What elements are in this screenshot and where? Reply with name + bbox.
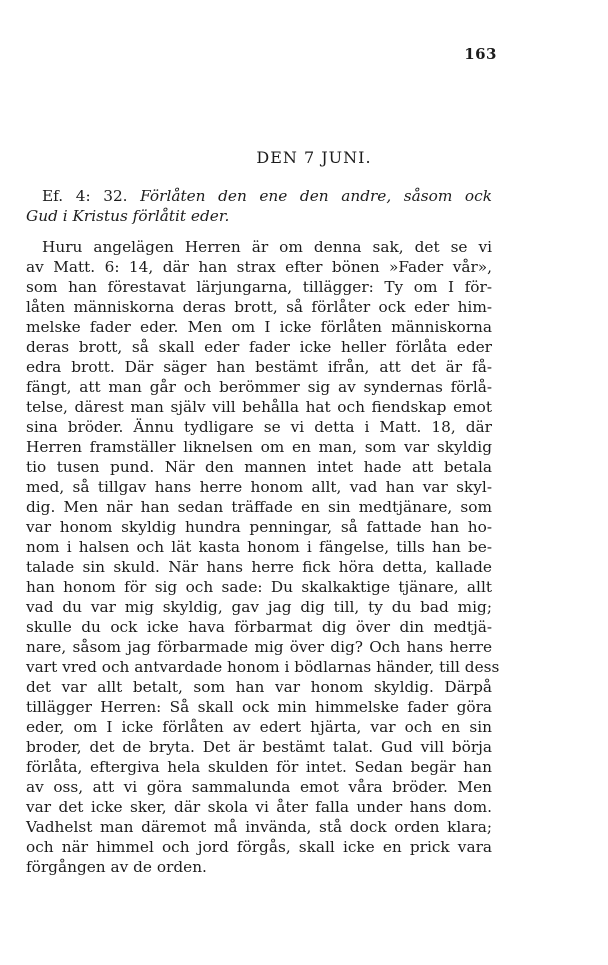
body-line: var det icke sker, där skola vi åter falla under hans dom. [26,798,492,816]
body-line: han honom för sig och sade: Du skalkaktige tjänare, allt [26,578,492,596]
body-line: som han förestavat lärjungarna, tillägger: Ty om I för- [26,278,492,296]
body-line: skulle du ock icke hava förbarmat dig över din medtjä- [26,618,492,636]
body-line: nom i halsen och lät kasta honom i fängelse, tills han be- [26,538,492,556]
body-line: tio tusen pund. När den mannen intet hade att betala [26,458,492,476]
body-line: Vadhelst man däremot må invända, stå dock orden klara; [26,818,492,836]
verse-reference: Ef. 4: 32. [42,187,128,205]
body-line: Huru angelägen Herren är om denna sak, det se vi [42,238,492,256]
body-line: låten människorna deras brott, så förlåter ock eder him- [26,298,492,316]
verse-line [42,186,492,206]
body-line: dig. Men när han sedan träffade en sin medtjänare, som [26,498,492,516]
body-line: deras brott, så skall eder fader icke heller förlåta eder [26,338,492,356]
body-line: av Matt. 6: 14, där han strax efter bönen »Fader vår», [26,258,492,276]
body-line: vad du var mig skyldig, gav jag dig till, ty du bad mig; [26,598,492,616]
body-line: förgången av de orden. [26,858,207,876]
body-line: melske fader eder. Men om I icke förlåten människorna [26,318,492,336]
body-line: var honom skyldig hundra penningar, så fattade han ho- [26,518,492,536]
body-line: sina bröder. Ännu tydligare se vi detta i Matt. 18, där [26,418,492,436]
verse-text-italic: Gud i Kristus förlåtit eder. [26,207,230,225]
body-line: edra brott. Där säger han bestämt ifrån, att det är få- [26,358,492,376]
body-line: broder, det de bryta. Det är bestämt talat. Gud vill börja [26,738,492,756]
body-line: eder, om I icke förlåten av edert hjärta, var och en sin [26,718,492,736]
page-heading: DEN 7 JUNI. [256,148,372,167]
verse-line [26,206,492,226]
body-line: med, så tillgav hans herre honom allt, vad han var skyl- [26,478,492,496]
body-line: av oss, att vi göra sammalunda emot våra bröder. Men [26,778,492,796]
body-line: det var allt betalt, som han var honom skyldig. Därpå [26,678,492,696]
body-line: talade sin skuld. När hans herre fick höra detta, kallade [26,558,492,576]
body-line: Herren framställer liknelsen om en man, som var skyldig [26,438,492,456]
body-line: fängt, att man går och berömmer sig av syndernas förlå- [26,378,492,396]
body-line: vart vred och antvardade honom i bödlarnas händer, till dess [26,658,500,676]
body-line: förlåta, eftergiva hela skulden för intet. Sedan begär han [26,758,492,776]
body-line: och när himmel och jord förgås, skall icke en prick vara [26,838,492,856]
body-line: nare, såsom jag förbarmade mig över dig? Och hans herre [26,638,492,656]
page-number: 163 [464,45,497,63]
verse-text-italic: Förlåten den ene den andre, såsom ock [140,187,492,205]
body-line: tillägger Herren: Så skall ock min himmelske fader göra [26,698,492,716]
body-line: telse, därest man själv vill behålla hat och fiendskap emot [26,398,492,416]
